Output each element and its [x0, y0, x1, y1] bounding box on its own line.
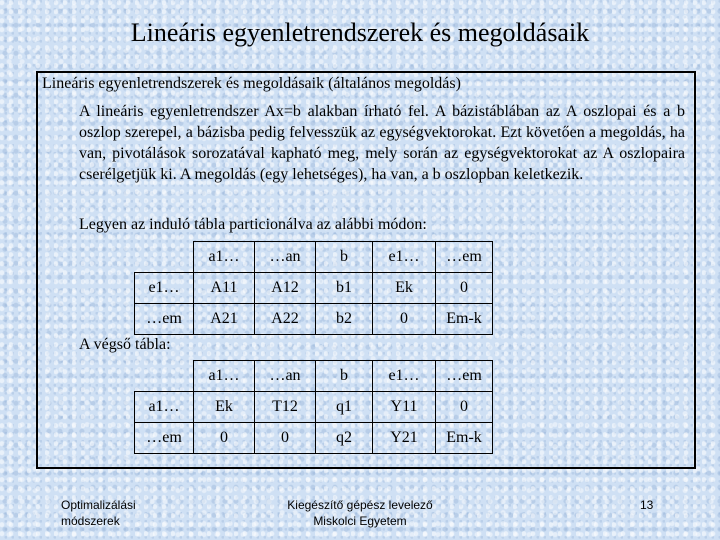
row-label: e1…: [135, 273, 194, 304]
section-paragraph: A lineáris egyenletrendszer Ax=b alakban írható fel. A bázistáblában az A oszlopai és a b oszlop szerepel, a bázisba pedig felvesszük az egységvektorokat. Ezt követően a megoldás, ha van, pivotálások sorozatával kapható meg, mely során az egységvektorokat az A oszlopaira cserélgetjük ki. A megoldás (egy lehetséges), ha van, a b oszlopban keletkezik.: [79, 103, 685, 183]
header-cell: b: [316, 242, 373, 273]
footer-program-line: Kiegészítő gépész levelező: [287, 498, 433, 512]
header-cell: a1…: [194, 361, 255, 392]
table-cell: Ek: [373, 273, 436, 304]
header-cell: …em: [436, 242, 493, 273]
header-cell: b: [316, 361, 373, 392]
final-table-label: A végső tábla:: [79, 336, 171, 353]
table-cell: Em-k: [436, 304, 493, 335]
page-number: 13: [640, 498, 654, 512]
table-cell: A12: [255, 273, 316, 304]
table-cell: 0: [436, 392, 493, 423]
table-cell: 0: [436, 273, 493, 304]
header-cell: e1…: [373, 361, 436, 392]
table-header-row: [135, 361, 493, 392]
table-cell: q2: [316, 423, 373, 454]
header-cell: e1…: [373, 242, 436, 273]
corner-cell: [135, 242, 194, 273]
table-row: [135, 392, 493, 423]
table-cell: Em-k: [436, 423, 493, 454]
row-label: …em: [135, 304, 194, 335]
table-cell: q1: [316, 392, 373, 423]
table-row: [135, 304, 493, 335]
table-cell: b1: [316, 273, 373, 304]
table-cell: Y21: [373, 423, 436, 454]
footer-program: [260, 497, 460, 529]
table-cell: 0: [255, 423, 316, 454]
table-cell: 0: [373, 304, 436, 335]
footer-university-line: Miskolci Egyetem: [313, 514, 407, 528]
corner-cell: [135, 361, 194, 392]
initial-table-label: Legyen az induló tábla particionálva az alábbi módon:: [79, 216, 427, 233]
header-cell: …an: [255, 242, 316, 273]
table-cell: A11: [194, 273, 255, 304]
footer-course: [61, 497, 136, 529]
table-cell: A22: [255, 304, 316, 335]
table-cell: Ek: [194, 392, 255, 423]
table-row: [135, 273, 493, 304]
footer-course-line: módszerek: [61, 514, 120, 528]
table-cell: A21: [194, 304, 255, 335]
header-cell: …an: [255, 361, 316, 392]
table-cell: 0: [194, 423, 255, 454]
table-cell: b2: [316, 304, 373, 335]
row-label: …em: [135, 423, 194, 454]
row-label: a1…: [135, 392, 194, 423]
slide-title: Lineáris egyenletrendszerek és megoldásaik: [130, 18, 590, 47]
footer-course-line: Optimalizálási: [61, 498, 136, 512]
table-row: [135, 423, 493, 454]
header-cell: a1…: [194, 242, 255, 273]
section-heading: Lineáris egyenletrendszerek és megoldásaik (általános megoldás): [42, 75, 461, 92]
final-table: [134, 360, 493, 454]
table-cell: T12: [255, 392, 316, 423]
table-header-row: [135, 242, 493, 273]
header-cell: …em: [436, 361, 493, 392]
initial-table: [134, 241, 493, 335]
table-cell: Y11: [373, 392, 436, 423]
